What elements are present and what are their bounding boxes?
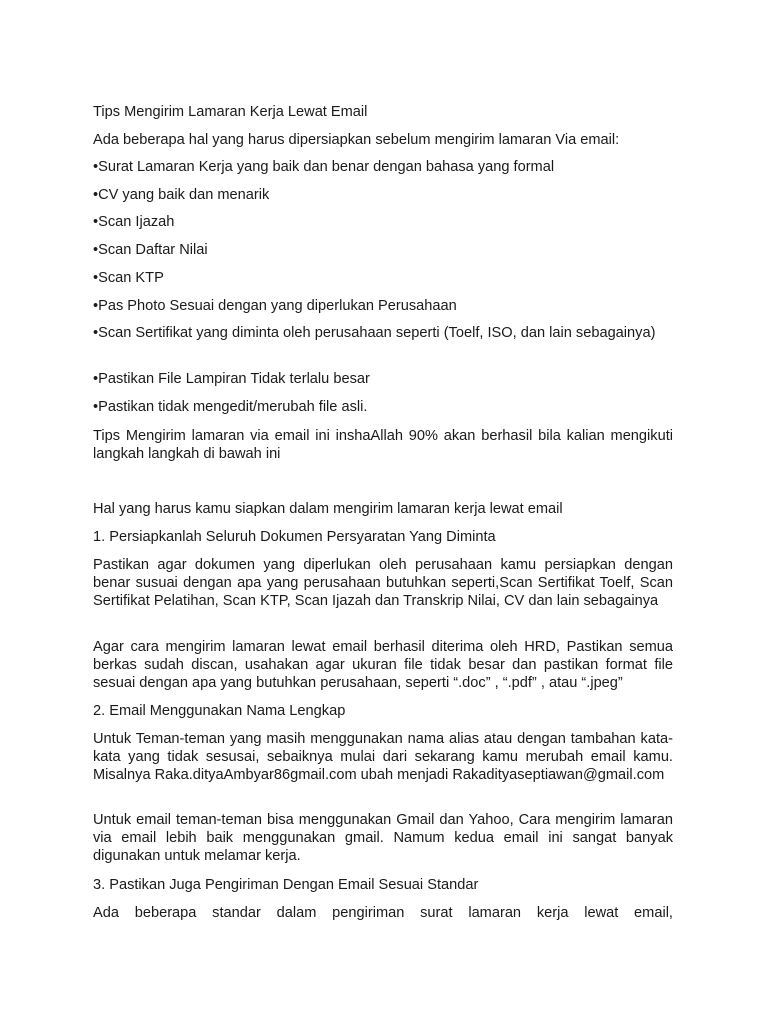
- checklist-item: •Pas Photo Sesuai dengan yang diperlukan Perusahaan: [93, 298, 457, 314]
- step-3-heading: 3. Pastikan Juga Pengiriman Dengan Email Sesuai Standar: [93, 877, 479, 893]
- step-1-paragraph: Pastikan agar dokumen yang diperlukan oleh perusahaan kamu persiapkan dengan benar susuai dengan apa yang perusahaan butuhkan seperti,Scan Sertifikat Toelf, Scan Sertifikat Pelatihan, Scan KTP, Scan Ijazah dan Transkrip Nilai, CV dan lain sebagainya: [93, 557, 673, 610]
- step-2-heading: 2. Email Menggunakan Nama Lengkap: [93, 703, 346, 719]
- checklist-item: •Surat Lamaran Kerja yang baik dan benar dengan bahasa yang formal: [93, 159, 555, 175]
- step-1-heading: 1. Persiapkanlah Seluruh Dokumen Persyaratan Yang Diminta: [93, 529, 496, 545]
- step-1-paragraph: Agar cara mengirim lamaran lewat email berhasil diterima oleh HRD, Pastikan semua berkas sudah discan, usahakan agar ukuran file tidak besar dan pastikan format file sesuai dengan apa yang butuhkan perusahaan, seperti “.doc” , “.pdf” , atau “.jpeg”: [93, 639, 673, 692]
- checklist-item: •Scan Sertifikat yang diminta oleh perusahaan seperti (Toelf, ISO, dan lain sebagainya): [93, 325, 656, 341]
- step-2-paragraph: Untuk Teman-teman yang masih menggunakan nama alias atau dengan tambahan kata-kata yang tidak sesusai, sebaiknya mulai dari sekarang kamu merubah email kamu. Misalnya Raka.dityaAmbyar86gmail.com ubah menjadi Rakadityaseptiawan@gmail.com: [93, 731, 673, 784]
- step-2-paragraph: Untuk email teman-teman bisa menggunakan Gmail dan Yahoo, Cara mengirim lamaran via email lebih baik menggunakan gmail. Namum kedua email ini sangat banyak digunakan untuk melamar kerja.: [93, 812, 673, 865]
- checklist-item: •Pastikan File Lampiran Tidak terlalu besar: [93, 371, 370, 387]
- checklist-item: •Scan Daftar Nilai: [93, 242, 208, 258]
- section-heading: Hal yang harus kamu siapkan dalam mengirim lamaran kerja lewat email: [93, 501, 563, 517]
- checklist-item: •Pastikan tidak mengedit/merubah file asli.: [93, 399, 368, 415]
- checklist-item: •Scan Ijazah: [93, 214, 175, 230]
- document-page: [93, 0, 673, 1024]
- document-title: Tips Mengirim Lamaran Kerja Lewat Email: [93, 104, 368, 120]
- checklist-item: •CV yang baik dan menarik: [93, 187, 270, 203]
- checklist-item: •Scan KTP: [93, 270, 164, 286]
- closing-paragraph: Tips Mengirim lamaran via email ini inshaAllah 90% akan berhasil bila kalian mengikuti langkah langkah di bawah ini: [93, 428, 673, 463]
- intro-text: Ada beberapa hal yang harus dipersiapkan sebelum mengirim lamaran Via email:: [93, 132, 620, 148]
- step-3-paragraph: Ada beberapa standar dalam pengiriman surat lamaran kerja lewat email,: [93, 905, 673, 921]
